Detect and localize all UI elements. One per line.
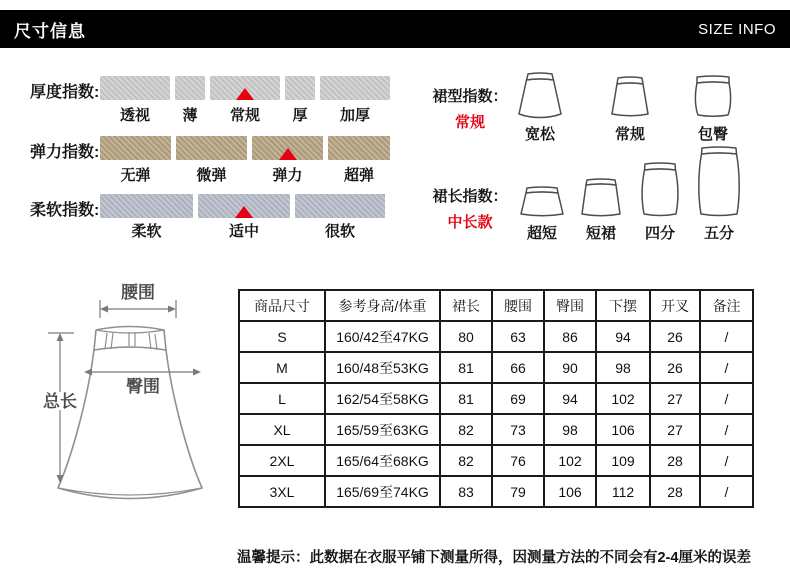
cell: 160/48至53KG [325,352,440,383]
skirt-regular-icon [606,74,654,120]
cell: 26 [650,321,700,352]
cell: 165/59至63KG [325,414,440,445]
skirt-length-option-midi [694,145,744,243]
skirt-type-option-loose [511,70,569,144]
cell: 98 [544,414,596,445]
cell: 27 [650,383,700,414]
soft-option: 适中 [228,223,259,240]
thickness-index-label: 厚度指数: [30,84,100,101]
cell: / [700,383,753,414]
skirt-midi-icon [694,145,744,219]
cell: 98 [596,352,650,383]
cell: / [700,321,753,352]
soft-index-options [100,220,390,241]
cell: 80 [440,321,492,352]
cell: 160/42至47KG [325,321,440,352]
skirt-loose-icon [511,70,569,120]
col-header: 参考身高/体重 [325,290,440,321]
soft-option: 很软 [324,223,355,240]
hip-label: 臀围 [126,377,160,396]
skirt-type-option-label: 包臀 [697,126,728,143]
thickness-seg-1 [100,76,170,100]
cell: 165/69至74KG [325,476,440,507]
skirt-mini-icon [517,185,567,219]
col-header: 商品尺寸 [239,290,325,321]
page-title-en: SIZE INFO [698,20,776,38]
table-row-s [239,321,753,352]
table-row-3xl [239,476,753,507]
cell: 3XL [239,476,325,507]
cell: 109 [596,445,650,476]
thickness-seg-5 [320,76,390,100]
skirt-type-option-label: 常规 [614,126,645,143]
cell: 66 [492,352,544,383]
cell: 73 [492,414,544,445]
cell: 106 [544,476,596,507]
skirt-length-index [424,185,516,232]
cell: 102 [544,445,596,476]
thickness-marker-triangle-icon [236,88,254,100]
cell: / [700,352,753,383]
skirt-knee-icon [637,161,683,219]
elastic-option: 弹力 [272,167,303,184]
cell: 94 [544,383,596,414]
elastic-seg-1 [100,136,171,160]
waist-label: 腰围 [121,283,155,302]
cell: 63 [492,321,544,352]
soft-marker-triangle-icon [235,206,253,218]
table-row-m [239,352,753,383]
cell: 26 [650,352,700,383]
table-row-2xl [239,445,753,476]
thickness-seg-2 [175,76,205,100]
col-header: 裙长 [440,290,492,321]
skirt-length-option-short [578,177,624,243]
col-header: 腰围 [492,290,544,321]
cell: 28 [650,445,700,476]
cell: / [700,414,753,445]
cell: L [239,383,325,414]
cell: 79 [492,476,544,507]
cell: 69 [492,383,544,414]
page-title: 尺寸信息 [14,21,86,41]
skirt-type-index [424,85,516,132]
soft-index-label: 柔软指数: [30,202,100,219]
size-table-header-row [239,290,753,321]
cell: 82 [440,445,492,476]
skirt-length-value: 中长款 [447,214,493,231]
thickness-seg-3 [210,76,280,100]
elastic-option: 微弹 [196,167,227,184]
thickness-option: 加厚 [339,107,370,124]
skirt-type-value: 常规 [454,114,485,131]
skirt-length-option-label: 超短 [526,225,557,242]
thickness-index-options [100,104,390,125]
skirt-length-label: 裙长指数： [432,188,508,205]
measurement-note: 温馨提示：此数据在衣服平铺下测量所得，因测量方法的不同会有2-4厘米的误差 [237,550,751,566]
elastic-index-bar [100,136,390,160]
cell: 102 [596,383,650,414]
cell: / [700,445,753,476]
skirt-length-option-knee [637,161,683,243]
soft-seg-2 [198,194,290,218]
skirt-short-icon [578,177,624,219]
thickness-option: 常规 [229,107,260,124]
soft-index-bar [100,194,390,218]
cell: 81 [440,383,492,414]
cell: 162/54至58KG [325,383,440,414]
size-table [238,289,754,508]
col-header: 下摆 [596,290,650,321]
cell: 28 [650,476,700,507]
cell: 82 [440,414,492,445]
skirt-bodycon-icon [691,73,735,120]
table-row-xl [239,414,753,445]
elastic-option: 无弹 [120,167,151,184]
cell: 165/64至68KG [325,445,440,476]
cell: XL [239,414,325,445]
skirt-type-label: 裙型指数： [432,88,508,105]
cell: 2XL [239,445,325,476]
cell: 76 [492,445,544,476]
cell: 27 [650,414,700,445]
elastic-index-label: 弹力指数: [30,144,100,161]
skirt-type-option-label: 宽松 [524,126,555,143]
elastic-seg-3 [252,136,323,160]
cell: 106 [596,414,650,445]
elastic-marker-triangle-icon [279,148,297,160]
cell: 81 [440,352,492,383]
measurement-diagram [10,278,235,578]
thickness-index-bar [100,76,390,100]
col-header: 备注 [700,290,753,321]
thickness-option: 厚 [292,107,308,124]
cell: 86 [544,321,596,352]
cell: 112 [596,476,650,507]
elastic-seg-4 [328,136,390,160]
soft-seg-1 [100,194,193,218]
table-row-l [239,383,753,414]
thickness-option: 透视 [119,107,150,124]
skirt-length-option-label: 五分 [703,225,734,242]
col-header: 臀围 [544,290,596,321]
col-header: 开叉 [650,290,700,321]
skirt-type-option-regular [606,74,654,144]
soft-seg-3 [295,194,385,218]
skirt-length-option-label: 短裙 [585,225,616,242]
elastic-option: 超弹 [343,167,374,184]
skirt-length-option-label: 四分 [644,225,675,242]
elastic-seg-2 [176,136,247,160]
total-length-label: 总长 [43,392,77,411]
cell: 83 [440,476,492,507]
cell: M [239,352,325,383]
thickness-seg-4 [285,76,315,100]
soft-option: 柔软 [131,223,162,240]
elastic-index-options [100,164,390,185]
section-header [0,10,790,48]
skirt-length-option-mini [517,185,567,243]
cell: / [700,476,753,507]
cell: 90 [544,352,596,383]
skirt-type-option-bodycon [691,73,735,144]
thickness-option: 薄 [182,107,198,124]
cell: S [239,321,325,352]
cell: 94 [596,321,650,352]
skirt-measurement-diagram [10,278,235,573]
